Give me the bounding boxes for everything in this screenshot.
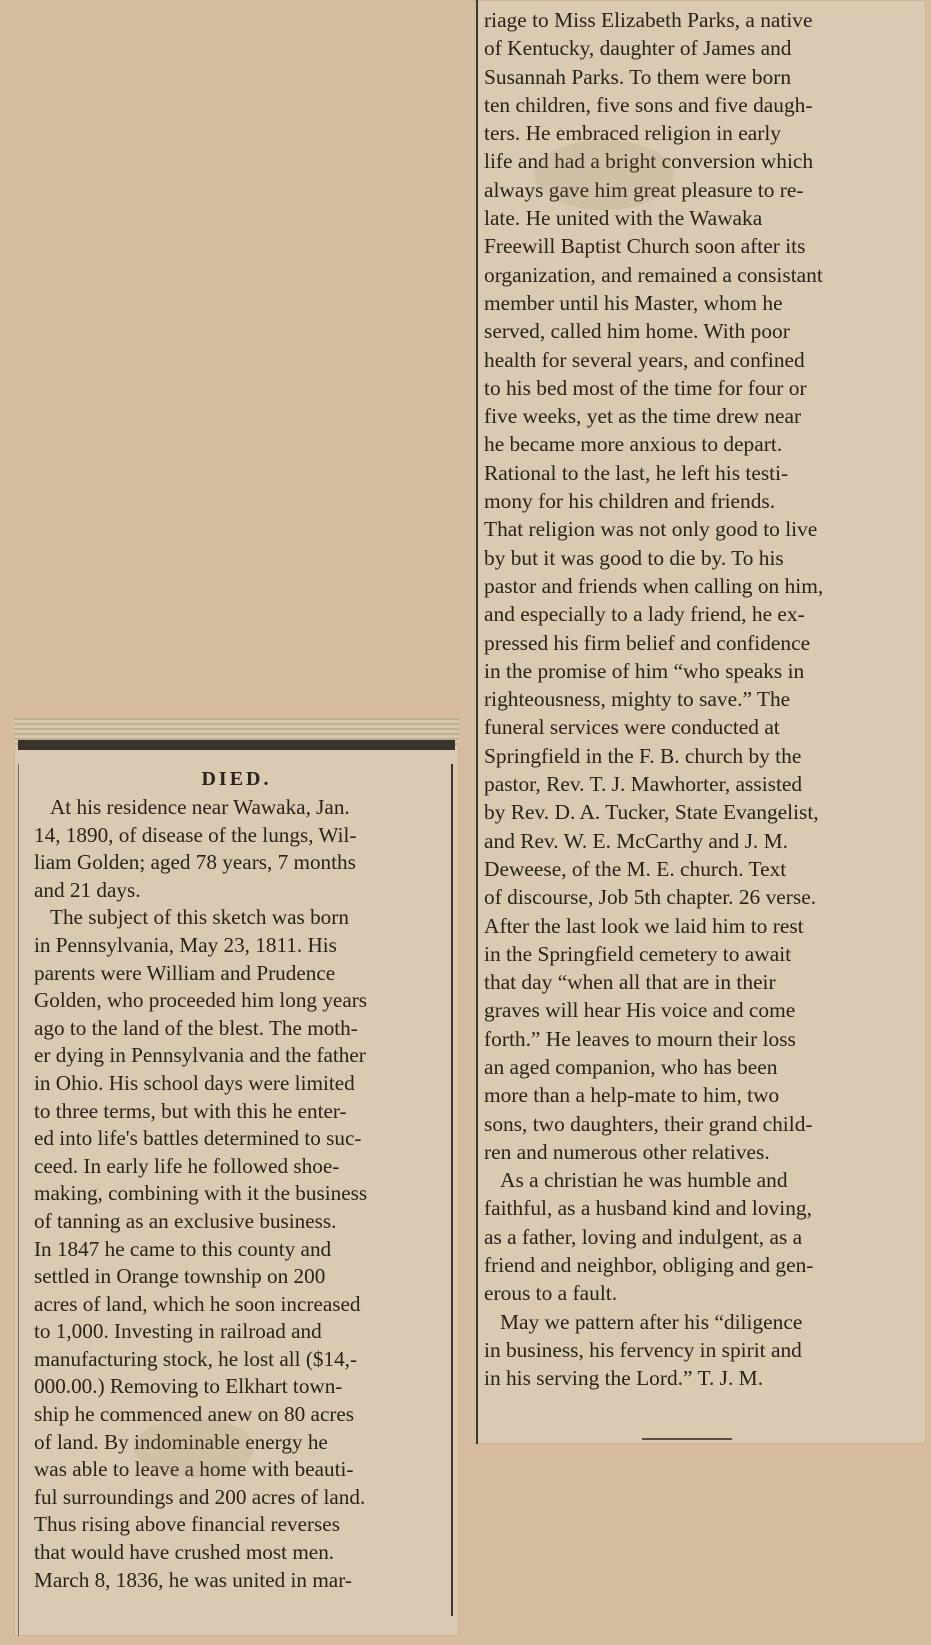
text-line: to 1,000. Investing in railroad and — [34, 1319, 322, 1344]
text-line: by but it was good to die by. To his — [484, 545, 784, 570]
paper-stain — [134, 1418, 254, 1478]
column-border — [476, 0, 478, 1444]
obituary-clipping-left — [14, 718, 459, 1636]
text-line: of Kentucky, daughter of James and — [484, 36, 792, 61]
text-line: After the last look we laid him to rest — [484, 913, 804, 938]
paper-stain — [534, 140, 674, 210]
text-line: At his residence near Wawaka, Jan. — [50, 795, 350, 819]
text-line: pastor, Rev. T. J. Mawhorter, assisted — [484, 772, 803, 797]
text-line: ters. He embraced religion in early — [484, 121, 781, 146]
text-line: health for several years, and confined — [484, 347, 805, 372]
text-line: in the promise of him “who speaks in — [484, 658, 805, 683]
text-line: was able to leave a home with beauti- — [34, 1457, 354, 1482]
text-line: in Pennsylvania, May 23, 1811. His — [34, 932, 337, 957]
text-line: served, called him home. With poor — [484, 319, 790, 344]
text-line: as a father, loving and indulgent, as a — [484, 1224, 803, 1249]
text-line: sons, two daughters, their grand child- — [484, 1111, 813, 1136]
text-line: an aged companion, who has been — [484, 1054, 778, 1079]
text-line: in Ohio. His school days were limited — [34, 1070, 355, 1095]
text-line: Golden, who proceeded him long years — [34, 988, 368, 1013]
text-line: more than a help-mate to him, two — [484, 1083, 780, 1108]
text-line: and Rev. W. E. McCarthy and J. M. — [484, 828, 788, 853]
text-line: and 21 days. — [34, 877, 141, 902]
text-line: er dying in Pennsylvania and the father — [34, 1043, 366, 1068]
text-line: ten children, five sons and five daugh- — [484, 92, 813, 117]
text-line: May we pattern after his “diligence — [500, 1309, 803, 1334]
text-line: graves will hear His voice and come — [484, 998, 796, 1023]
text-line: and especially to a lady friend, he ex- — [484, 602, 805, 627]
text-line: making, combining with it the business — [34, 1181, 368, 1206]
text-line: liam Golden; aged 78 years, 7 months — [34, 850, 356, 875]
text-line: by Rev. D. A. Tucker, State Evangelist, — [484, 800, 819, 825]
text-line: righteousness, mighty to save.” The — [484, 687, 791, 712]
text-line: mony for his children and friends. — [484, 489, 776, 514]
text-line: March 8, 1836, he was united in mar- — [34, 1567, 352, 1592]
text-line: Springfield in the F. B. church by the — [484, 743, 802, 768]
heavy-rule — [18, 740, 455, 750]
text-line: riage to Miss Elizabeth Parks, a native — [484, 8, 813, 32]
text-line: Deweese, of the M. E. church. Text — [484, 856, 787, 881]
column-border — [451, 764, 453, 1616]
text-line: funeral services were conducted at — [484, 715, 780, 740]
text-line: in his serving the Lord.” T. J. M. — [484, 1366, 764, 1391]
text-line: faithful, as a husband kind and loving, — [484, 1196, 812, 1221]
obituary-clipping-right — [474, 0, 926, 1444]
text-line: Susannah Parks. To them were born — [484, 64, 792, 89]
text-line: friend and neighbor, obliging and gen- — [484, 1253, 814, 1278]
closing-rule — [642, 1438, 732, 1440]
text-line: As a christian he was humble and — [500, 1168, 788, 1193]
text-line: ed into life's battles determined to suc- — [34, 1126, 362, 1151]
text-line: 000.00.) Removing to Elkhart town- — [34, 1374, 343, 1399]
text-line: parents were William and Prudence — [34, 960, 336, 985]
text-line: organization, and remained a consistant — [484, 262, 823, 287]
text-line: acres of land, which he soon increased — [34, 1291, 361, 1316]
text-line: ful surroundings and 200 acres of land. — [34, 1484, 366, 1509]
text-line: The subject of this sketch was born — [50, 905, 349, 930]
text-line: Freewill Baptist Church soon after its — [484, 234, 806, 259]
text-line: ren and numerous other relatives. — [484, 1139, 770, 1164]
obituary-text-left — [34, 794, 447, 1594]
text-line: Thus rising above financial reverses — [34, 1512, 340, 1537]
text-line: member until his Master, whom he — [484, 290, 783, 315]
text-line: of land. By indominable energy he — [34, 1429, 328, 1454]
text-line: 14, 1890, of disease of the lungs, Wil- — [34, 822, 357, 847]
text-line: late. He united with the Wawaka — [484, 206, 763, 231]
text-line: in the Springfield cemetery to await — [484, 941, 792, 966]
obituary-text-right — [484, 6, 920, 1393]
text-line: In 1847 he came to this county and — [34, 1236, 332, 1261]
text-line: erous to a fault. — [484, 1281, 618, 1306]
text-line: That religion was not only good to live — [484, 517, 818, 542]
text-line: manufacturing stock, he lost all ($14,- — [34, 1346, 358, 1371]
text-line: pressed his firm belief and confidence — [484, 630, 811, 655]
column-border — [18, 764, 19, 1636]
text-line: ago to the land of the blest. The moth- — [34, 1015, 358, 1040]
text-line: life and had a bright conversion which — [484, 149, 814, 174]
text-line: that would have crushed most men. — [34, 1540, 335, 1565]
obituary-heading: DIED. — [201, 768, 272, 790]
text-line: of tanning as an exclusive business. — [34, 1208, 337, 1233]
text-line: five weeks, yet as the time drew near — [484, 404, 802, 429]
text-line: Rational to the last, he left his testi- — [484, 460, 789, 485]
text-line: always gave him great pleasure to re- — [484, 177, 804, 202]
text-line: settled in Orange township on 200 — [34, 1264, 326, 1289]
text-line: ship he commenced anew on 80 acres — [34, 1402, 355, 1427]
text-line: to his bed most of the time for four or — [484, 375, 807, 400]
text-line: forth.” He leaves to mourn their loss — [484, 1026, 796, 1051]
text-line: to three terms, but with this he enter- — [34, 1098, 347, 1123]
text-line: of discourse, Job 5th chapter. 26 verse. — [484, 885, 817, 910]
text-line: in business, his fervency in spirit and — [484, 1337, 802, 1362]
text-line: ceed. In early life he followed shoe- — [34, 1153, 340, 1178]
text-line: he became more anxious to depart. — [484, 432, 783, 457]
text-line: that day “when all that are in their — [484, 970, 776, 995]
text-line: pastor and friends when calling on him, — [484, 573, 824, 598]
